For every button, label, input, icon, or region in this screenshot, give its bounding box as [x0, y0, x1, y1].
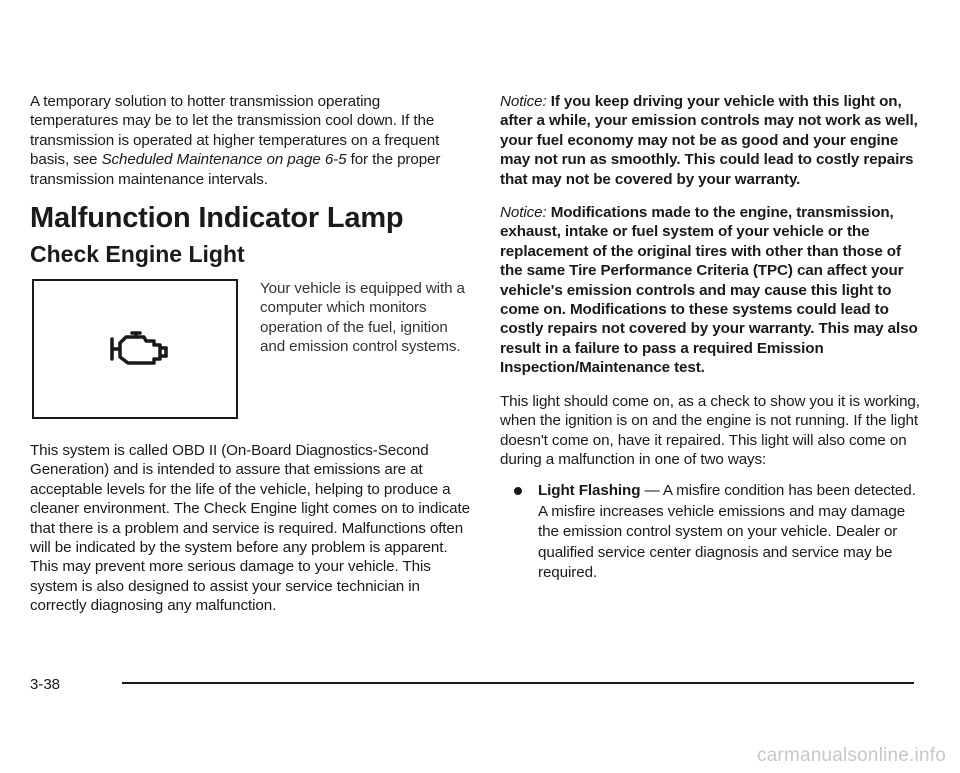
bullet-dot-icon: [514, 487, 522, 495]
bullet-description: — A misfire condition has been detected. A misfire increases vehicle emissions and may damage the emission control system on your vehicle. Dealer or qualified service center diagnosis and service may be required.: [538, 482, 916, 581]
maintenance-reference: Scheduled Maintenance on page 6-5: [101, 151, 347, 169]
intro-paragraph: [30, 92, 470, 189]
bullet-light-flashing: [500, 481, 920, 583]
notice-text: Modifications made to the engine, transmission, exhaust, intake or fuel system of your vehicle or the replacement of the original tires with other than those of the same Tire Performance Criteria (TPC) can affect your vehicle's emission controls and may cause this light to come on. Modifications to these systems could lead to costly repairs not covered by your warranty. This may also result in a failure to pass a required Emission Inspection/Maintenance test.: [500, 204, 918, 377]
check-engine-icon-box: [32, 279, 238, 419]
section-heading: Malfunction Indicator Lamp: [30, 202, 404, 235]
notice-warranty: [500, 92, 920, 189]
notice-modifications: [500, 203, 920, 378]
footer-rule: [122, 682, 914, 684]
section-subheading: Check Engine Light: [30, 241, 245, 268]
right-column: [500, 92, 920, 583]
notice-label: Notice:: [500, 204, 547, 222]
engine-icon: [104, 331, 168, 371]
check-paragraph: This light should come on, as a check to show you it is working, when the ignition is on and the engine is not running. If the light doesn't come on, have it repaired. This light will also come on during a malfunction in one of two ways:: [500, 392, 920, 468]
notice-label: Notice:: [500, 93, 547, 110]
notice-text: If you keep driving your vehicle with this light on, after a while, your emission controls may not work as well, your fuel economy may not be as good and your engine may not run as smoothly. This could lead to costly repairs that may not be covered by your warranty.: [500, 93, 918, 188]
icon-caption-text: Your vehicle is equipped with a computer which monitors operation of the fuel, ignition and emission control systems.: [260, 280, 465, 356]
icon-caption: [260, 279, 470, 357]
obd-paragraph: This system is called OBD II (On-Board Diagnostics-Second Generation) and is intended to assure that emissions are at acceptable levels for the life of the vehicle, helping to produce a cleaner environment. The Check Engine light comes on to indicate that there is a problem and service is required. Malfunctions often will be indicated by the system before any problem is apparent. This may prevent more serious damage to your vehicle. This system is also designed to assist your service technician in correctly diagnosing any malfunction.: [30, 442, 470, 615]
left-column: [30, 92, 470, 616]
intro-text-b: for the proper transmission maintenance intervals.: [30, 151, 441, 188]
bullet-text: [538, 481, 920, 583]
intro-text-a: A temporary solution to hotter transmission operating temperatures may be to let the transmission cool down. If the transmission is operated at higher temperatures on a frequent basis, see: [30, 93, 440, 169]
page-number: 3-38: [30, 676, 61, 693]
icon-row: [30, 279, 470, 429]
bullet-term: Light Flashing: [538, 482, 641, 500]
watermark: carmanualsonline.info: [756, 745, 946, 766]
